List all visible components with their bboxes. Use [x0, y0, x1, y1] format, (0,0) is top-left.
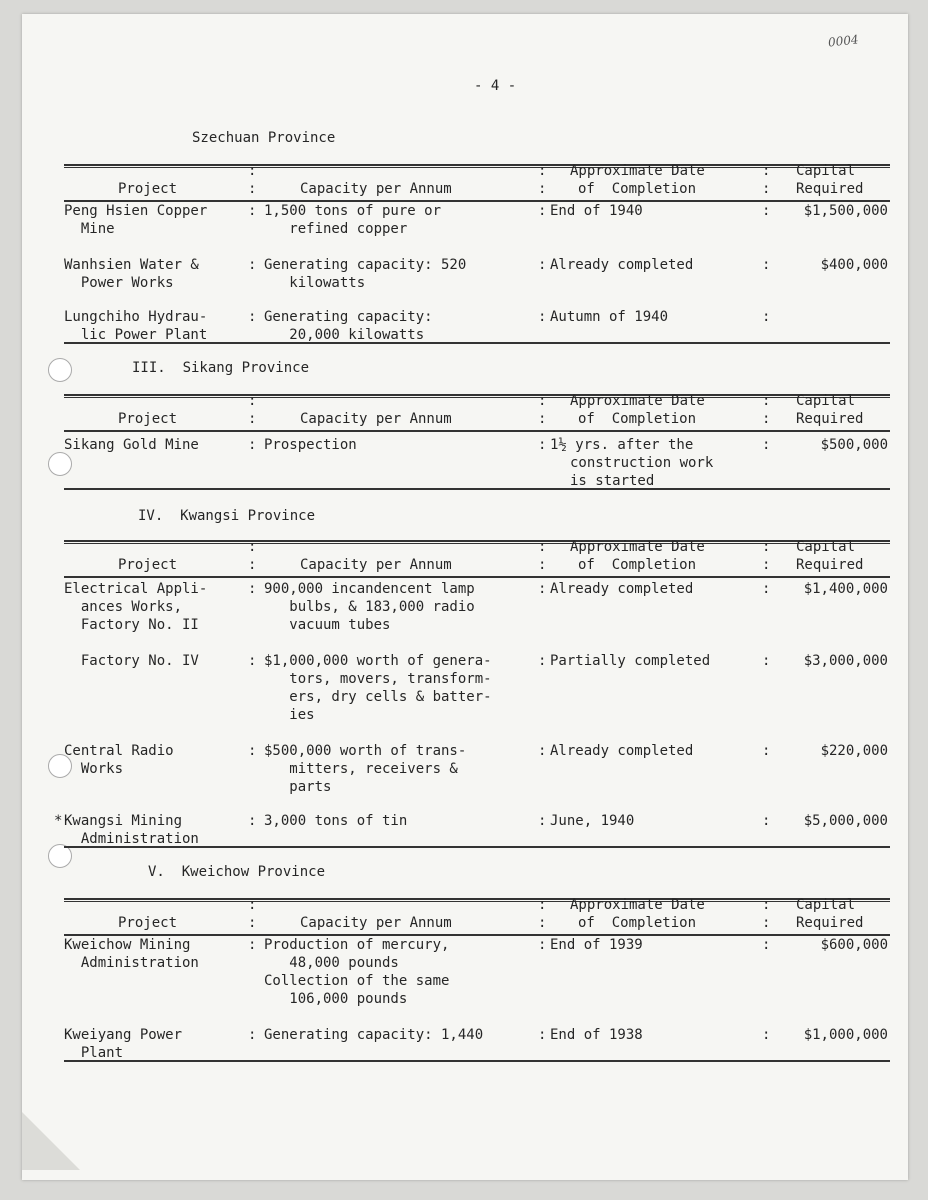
completion-date: June, 1940	[550, 813, 635, 829]
capacity-text: 48,000 pounds	[264, 955, 399, 971]
capacity-text: Production of mercury,	[264, 937, 450, 953]
column-colon: :	[762, 743, 771, 759]
capital-amount: $1,000,000	[803, 1027, 888, 1043]
capital-amount: $3,000,000	[803, 653, 888, 669]
column-colon: :	[762, 581, 771, 597]
project-name: lic Power Plant	[64, 327, 208, 343]
column-colon: :	[248, 309, 257, 325]
header-colon: :	[762, 557, 771, 573]
header-approx-date: Approximate Date	[570, 163, 705, 179]
header-completion: of Completion	[578, 181, 697, 197]
section-bottom-rule	[64, 846, 890, 848]
section-title: Szechuan Province	[192, 130, 336, 146]
capacity-text: Generating capacity: 520	[264, 257, 467, 273]
column-colon: :	[762, 257, 771, 273]
capacity-text: parts	[264, 779, 332, 795]
header-capacity: Capacity per Annum	[300, 557, 452, 573]
capacity-text: Collection of the same	[264, 973, 450, 989]
capacity-text: 1,500 tons of pure or	[264, 203, 442, 219]
header-colon: :	[248, 411, 257, 427]
project-name: Peng Hsien Copper	[64, 203, 208, 219]
header-colon: :	[538, 897, 547, 913]
project-name: Lungchiho Hydrau-	[64, 309, 208, 325]
column-colon: :	[248, 937, 257, 953]
header-project: Project	[118, 411, 178, 427]
header-colon: :	[762, 181, 771, 197]
punch-hole	[48, 452, 72, 476]
capacity-text: kilowatts	[264, 275, 366, 291]
column-colon: :	[762, 309, 771, 325]
header-required: Required	[796, 411, 864, 427]
header-colon: :	[762, 163, 771, 179]
project-name: Wanhsien Water &	[64, 257, 199, 273]
header-capacity: Capacity per Annum	[300, 181, 452, 197]
header-completion: of Completion	[578, 557, 697, 573]
footnote-marker: *	[54, 813, 63, 829]
completion-date: 1½ yrs. after the	[550, 437, 694, 453]
section-bottom-rule	[64, 342, 890, 344]
capacity-text: vacuum tubes	[264, 617, 391, 633]
column-colon: :	[538, 257, 547, 273]
header-project: Project	[118, 915, 178, 931]
project-name: Factory No. II	[64, 617, 199, 633]
project-name: Kweichow Mining	[64, 937, 191, 953]
column-colon: :	[538, 309, 547, 325]
column-colon: :	[538, 581, 547, 597]
header-colon: :	[538, 181, 547, 197]
column-colon: :	[248, 437, 257, 453]
column-colon: :	[248, 813, 257, 829]
project-name: Plant	[64, 1045, 124, 1061]
completion-date: End of 1939	[550, 937, 643, 953]
header-colon: :	[248, 915, 257, 931]
project-name: Factory No. IV	[64, 653, 199, 669]
capacity-text: Generating capacity:	[264, 309, 433, 325]
column-colon: :	[538, 653, 547, 669]
completion-date: Already completed	[550, 743, 694, 759]
project-name: Power Works	[64, 275, 174, 291]
column-colon: :	[762, 1027, 771, 1043]
capacity-text: 106,000 pounds	[264, 991, 408, 1007]
column-colon: :	[762, 437, 771, 453]
section-title: IV. Kwangsi Province	[138, 508, 316, 524]
header-colon: :	[762, 915, 771, 931]
header-colon: :	[538, 557, 547, 573]
header-bottom-rule	[64, 576, 890, 578]
header-capacity: Capacity per Annum	[300, 915, 452, 931]
capital-amount: $220,000	[820, 743, 888, 759]
section-bottom-rule	[64, 488, 890, 490]
header-approx-date: Approximate Date	[570, 393, 705, 409]
header-colon: :	[248, 557, 257, 573]
header-colon: :	[538, 163, 547, 179]
header-colon: :	[538, 411, 547, 427]
completion-date: Already completed	[550, 581, 694, 597]
column-colon: :	[538, 203, 547, 219]
header-colon: :	[538, 539, 547, 555]
capital-amount: $1,400,000	[803, 581, 888, 597]
header-colon: :	[248, 897, 257, 913]
column-colon: :	[248, 653, 257, 669]
header-project: Project	[118, 181, 178, 197]
capacity-text: mitters, receivers &	[264, 761, 458, 777]
project-name: Mine	[64, 221, 115, 237]
completion-date: End of 1940	[550, 203, 643, 219]
header-required: Required	[796, 181, 864, 197]
section-title: V. Kweichow Province	[148, 864, 326, 880]
column-colon: :	[248, 257, 257, 273]
header-colon: :	[248, 181, 257, 197]
page-number: - 4 -	[474, 78, 517, 94]
capacity-text: $500,000 worth of trans-	[264, 743, 467, 759]
header-completion: of Completion	[578, 411, 697, 427]
completion-date: construction work	[570, 455, 714, 471]
section-title: III. Sikang Province	[132, 360, 310, 376]
column-colon: :	[248, 1027, 257, 1043]
header-capital: Capital	[796, 539, 856, 555]
project-name: Works	[64, 761, 124, 777]
header-bottom-rule	[64, 430, 890, 432]
project-name: Administration	[64, 831, 199, 847]
header-capacity: Capacity per Annum	[300, 411, 452, 427]
capital-amount: $600,000	[820, 937, 888, 953]
header-colon: :	[762, 897, 771, 913]
header-required: Required	[796, 915, 864, 931]
column-colon: :	[538, 437, 547, 453]
capacity-text: $1,000,000 worth of genera-	[264, 653, 492, 669]
capital-amount: $5,000,000	[803, 813, 888, 829]
project-name: Kweiyang Power	[64, 1027, 183, 1043]
column-colon: :	[762, 203, 771, 219]
project-name: Kwangsi Mining	[64, 813, 183, 829]
punch-hole	[48, 358, 72, 382]
section-bottom-rule	[64, 1060, 890, 1062]
project-name: Sikang Gold Mine	[64, 437, 199, 453]
completion-date: End of 1938	[550, 1027, 643, 1043]
header-approx-date: Approximate Date	[570, 897, 705, 913]
column-colon: :	[538, 1027, 547, 1043]
header-colon: :	[538, 915, 547, 931]
header-colon: :	[538, 393, 547, 409]
capital-amount: $1,500,000	[803, 203, 888, 219]
header-approx-date: Approximate Date	[570, 539, 705, 555]
completion-date: is started	[570, 473, 655, 489]
folded-corner	[22, 1112, 80, 1170]
project-name: Electrical Appli-	[64, 581, 208, 597]
header-capital: Capital	[796, 897, 856, 913]
header-capital: Capital	[796, 163, 856, 179]
completion-date: Partially completed	[550, 653, 711, 669]
capacity-text: refined copper	[264, 221, 408, 237]
completion-date: Autumn of 1940	[550, 309, 669, 325]
column-colon: :	[538, 743, 547, 759]
column-colon: :	[538, 813, 547, 829]
header-colon: :	[248, 393, 257, 409]
header-colon: :	[762, 411, 771, 427]
header-required: Required	[796, 557, 864, 573]
header-colon: :	[248, 539, 257, 555]
capacity-text: 20,000 kilowatts	[264, 327, 425, 343]
column-colon: :	[248, 203, 257, 219]
capacity-text: Generating capacity: 1,440	[264, 1027, 484, 1043]
capacity-text: bulbs, & 183,000 radio	[264, 599, 475, 615]
project-name: Administration	[64, 955, 199, 971]
capital-amount: $500,000	[820, 437, 888, 453]
capacity-text: ies	[264, 707, 315, 723]
capacity-text: 900,000 incandencent lamp	[264, 581, 475, 597]
capacity-text: tors, movers, transform-	[264, 671, 492, 687]
project-name: Central Radio	[64, 743, 174, 759]
header-project: Project	[118, 557, 178, 573]
column-colon: :	[248, 581, 257, 597]
column-colon: :	[538, 937, 547, 953]
page-note: 0004	[827, 32, 860, 50]
column-colon: :	[762, 813, 771, 829]
header-colon: :	[248, 163, 257, 179]
capacity-text: Prospection	[264, 437, 357, 453]
header-colon: :	[762, 393, 771, 409]
completion-date: Already completed	[550, 257, 694, 273]
header-colon: :	[762, 539, 771, 555]
capacity-text: 3,000 tons of tin	[264, 813, 408, 829]
header-completion: of Completion	[578, 915, 697, 931]
column-colon: :	[248, 743, 257, 759]
capacity-text: ers, dry cells & batter-	[264, 689, 492, 705]
column-colon: :	[762, 937, 771, 953]
header-capital: Capital	[796, 393, 856, 409]
column-colon: :	[762, 653, 771, 669]
capital-amount: $400,000	[820, 257, 888, 273]
project-name: ances Works,	[64, 599, 183, 615]
